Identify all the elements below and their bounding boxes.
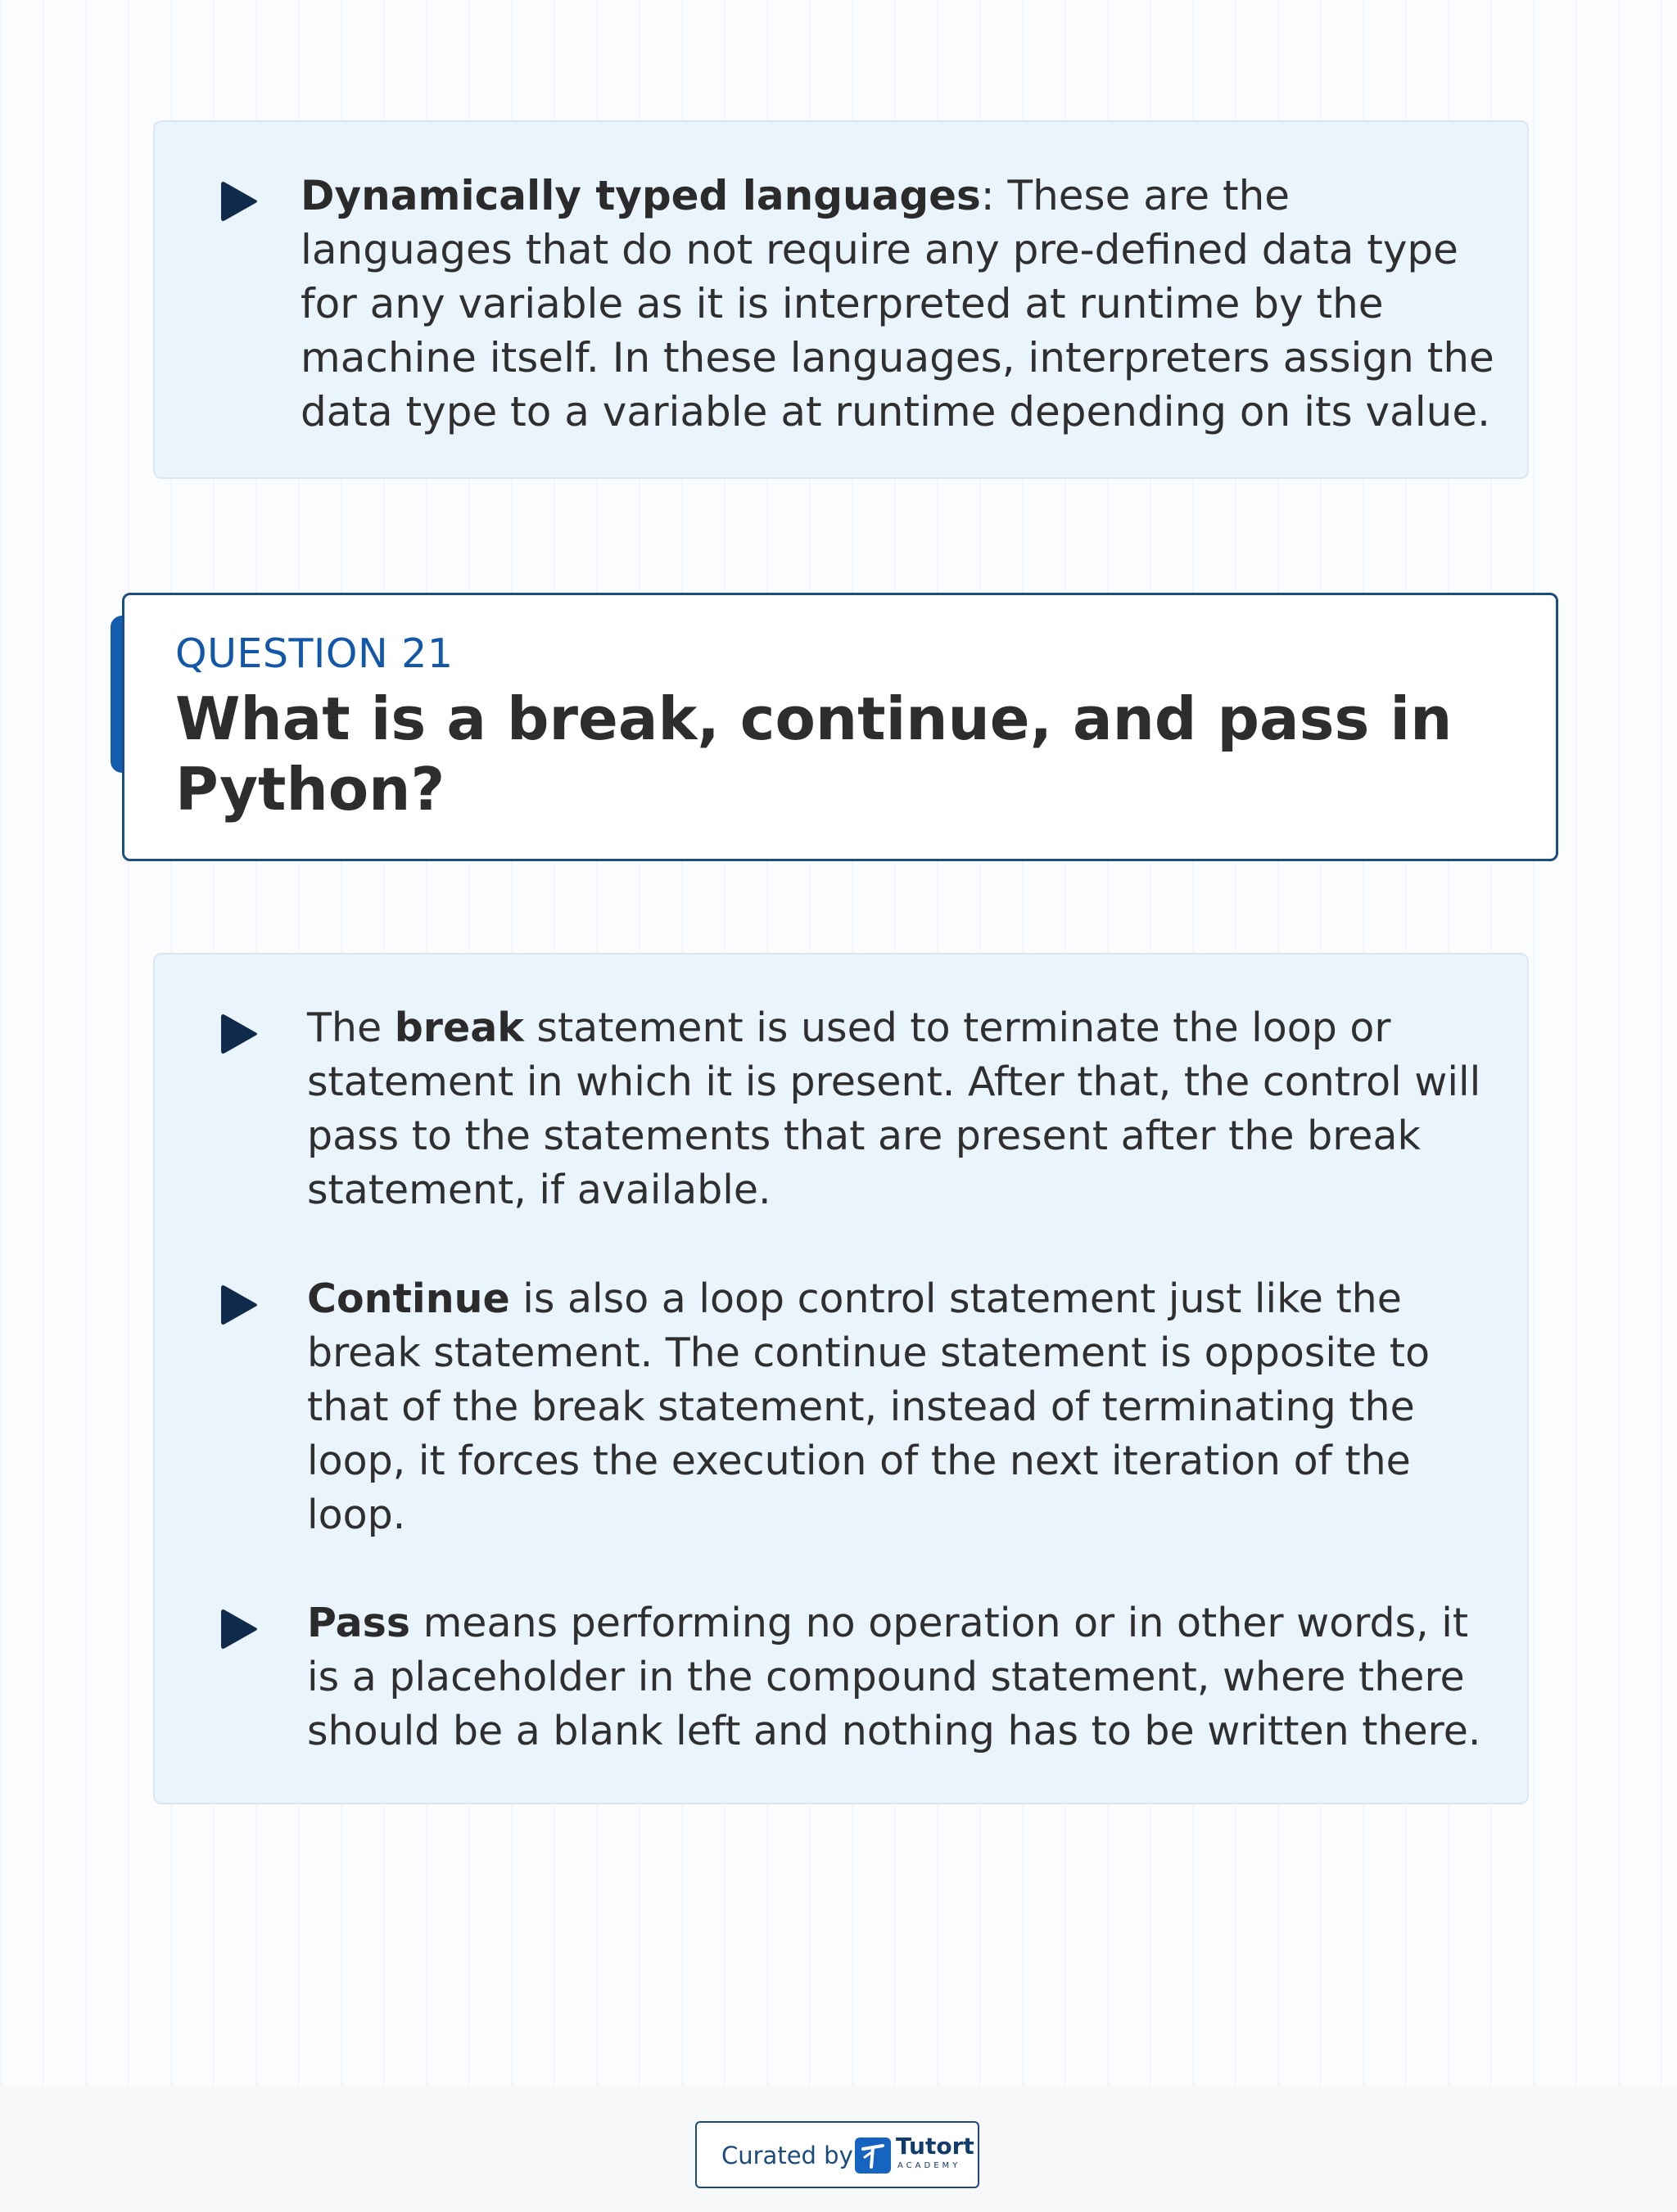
question-number: QUESTION 21 — [175, 630, 454, 677]
bullet-term: Continue — [307, 1275, 510, 1322]
tutort-logo — [855, 2133, 974, 2177]
bullet-body: means performing no operation or in other words, it is a placeholder in the compound statement, where there should be a blank left and nothing has to be written there. — [307, 1600, 1481, 1754]
bullet-body: statement is used to terminate the loop or statement in which it is present. After that, the control will pass to the statements that are present after the break statement, if available. — [307, 1004, 1481, 1213]
intro-bullet — [219, 169, 1496, 439]
bullet-term: Dynamically typed languages — [301, 172, 981, 219]
logo-name: Tutort — [896, 2133, 974, 2160]
answer-bullet-pass — [219, 1596, 1496, 1758]
tutort-logo-icon — [855, 2138, 891, 2174]
play-triangle-icon — [219, 1011, 260, 1057]
bullet-prefix: The — [307, 1004, 395, 1051]
play-triangle-icon — [219, 1282, 260, 1328]
answer-card — [153, 953, 1529, 1804]
bullet-term: Pass — [307, 1600, 410, 1646]
answer-bullet-text — [307, 1596, 1496, 1758]
curated-label: Curated by — [721, 2142, 853, 2169]
question-header — [122, 593, 1558, 861]
intro-card — [153, 120, 1529, 479]
answer-bullet-text — [307, 1272, 1496, 1542]
logo-subtitle: ACADEMY — [897, 2161, 961, 2170]
bullet-body: : These are the languages that do not require any pre-defined data type for any variable as it is interpreted at runtime by the machine itself. In these languages, interpreters assign the data type to a variable at runtime depending on its value. — [301, 172, 1494, 436]
bullet-body: is also a loop control statement just like the break statement. The continue statement is opposite to that of the break statement, instead of terminating the loop, it forces the execution of the next iteration of the loop. — [307, 1275, 1431, 1538]
bullet-term: break — [394, 1004, 524, 1051]
curated-by-badge[interactable] — [695, 2121, 979, 2188]
play-triangle-icon — [219, 178, 260, 224]
intro-bullet-text — [301, 169, 1496, 439]
question-title: What is a break, continue, and pass in Python? — [175, 684, 1453, 824]
play-triangle-icon — [219, 1606, 260, 1652]
answer-bullet-text — [307, 1001, 1496, 1217]
answer-bullet-break — [219, 1001, 1496, 1217]
answer-bullet-continue — [219, 1272, 1496, 1542]
